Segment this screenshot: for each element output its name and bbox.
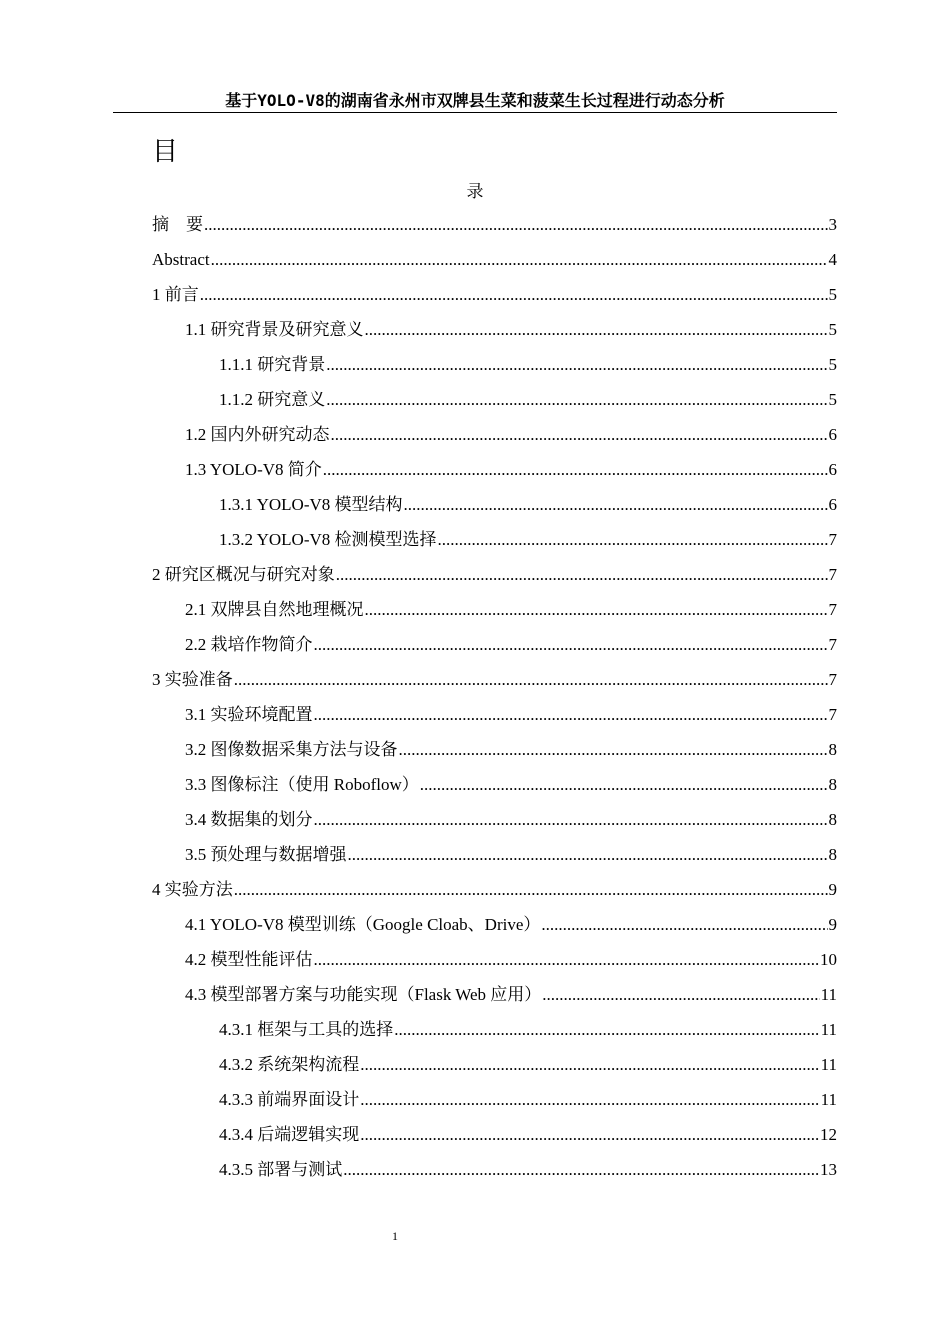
toc-entry-title: 4.1 YOLO-V8 模型训练（Google Cloab、Drive） — [185, 915, 541, 934]
toc-leader-dots — [360, 1120, 819, 1149]
toc-entry-title: 1.2 国内外研究动态 — [185, 425, 330, 444]
document-title: 基于YOLO-V8的湖南省永州市双牌县生菜和菠菜生长过程进行动态分析 — [225, 91, 725, 110]
toc-entry-page: 5 — [828, 285, 837, 304]
toc-entry-page: 7 — [828, 530, 837, 549]
toc-entry[interactable] — [152, 1015, 837, 1050]
toc-leader-dots — [360, 1085, 819, 1114]
toc-entry-title: 4.3 模型部署方案与功能实现（Flask Web 应用） — [185, 985, 542, 1004]
toc-leader-dots — [200, 280, 828, 309]
toc-entry[interactable] — [152, 700, 837, 735]
toc-entry-page: 11 — [820, 1090, 837, 1109]
toc-entry-page: 5 — [828, 355, 837, 374]
toc-entry-page: 7 — [828, 670, 837, 689]
table-of-contents — [152, 210, 837, 1190]
toc-entry[interactable] — [152, 455, 837, 490]
toc-entry[interactable] — [152, 385, 837, 420]
toc-entry[interactable] — [152, 350, 837, 385]
toc-entry[interactable] — [152, 420, 837, 455]
toc-entry-title: 3.5 预处理与数据增强 — [185, 845, 347, 864]
toc-entry-title: 摘 要 — [152, 215, 203, 234]
toc-leader-dots — [234, 875, 828, 904]
toc-leader-dots — [438, 525, 828, 554]
toc-entry-page: 7 — [828, 635, 837, 654]
toc-leader-dots — [314, 945, 820, 974]
toc-entry[interactable] — [152, 630, 837, 665]
toc-leader-dots — [542, 980, 819, 1009]
toc-entry[interactable] — [152, 770, 837, 805]
toc-entry[interactable] — [152, 1155, 837, 1190]
toc-heading-first-char: 目 — [152, 137, 179, 167]
toc-entry-page: 9 — [828, 915, 837, 934]
toc-heading-second-char: 录 — [466, 182, 484, 202]
toc-entry[interactable] — [152, 245, 837, 280]
toc-entry[interactable] — [152, 525, 837, 560]
toc-entry-title: 1 前言 — [152, 285, 199, 304]
toc-leader-dots — [234, 665, 828, 694]
toc-entry[interactable] — [152, 875, 837, 910]
toc-leader-dots — [404, 490, 828, 519]
toc-leader-dots — [336, 560, 828, 589]
toc-entry[interactable] — [152, 315, 837, 350]
toc-leader-dots — [314, 805, 828, 834]
toc-entry-title: 4.3.2 系统架构流程 — [219, 1055, 360, 1074]
toc-entry-page: 3 — [828, 215, 837, 234]
toc-entry-page: 7 — [828, 705, 837, 724]
toc-entry-title: 3.2 图像数据采集方法与设备 — [185, 740, 398, 759]
toc-leader-dots — [365, 595, 828, 624]
toc-entry-title: 1.1 研究背景及研究意义 — [185, 320, 364, 339]
toc-entry[interactable] — [152, 280, 837, 315]
toc-entry[interactable] — [152, 735, 837, 770]
toc-entry-page: 8 — [828, 775, 837, 794]
toc-entry-title: 1.3 YOLO-V8 简介 — [185, 460, 322, 479]
toc-leader-dots — [314, 630, 828, 659]
toc-entry-title: 3.1 实验环境配置 — [185, 705, 313, 724]
toc-leader-dots — [343, 1155, 819, 1184]
toc-entry-page: 11 — [820, 1020, 837, 1039]
toc-leader-dots — [204, 210, 828, 239]
toc-leader-dots — [323, 455, 828, 484]
toc-entry[interactable] — [152, 1120, 837, 1155]
toc-entry-title: 2.1 双牌县自然地理概况 — [185, 600, 364, 619]
toc-leader-dots — [326, 350, 827, 379]
toc-entry-title: 2 研究区概况与研究对象 — [152, 565, 335, 584]
toc-entry-page: 12 — [820, 1125, 837, 1144]
toc-leader-dots — [314, 700, 828, 729]
toc-leader-dots — [211, 245, 828, 274]
toc-entry[interactable] — [152, 210, 837, 245]
toc-entry-page: 10 — [820, 950, 837, 969]
page-number: 1 — [392, 1229, 398, 1243]
toc-entry-page: 7 — [828, 565, 837, 584]
toc-entry[interactable] — [152, 560, 837, 595]
toc-entry-title: 3.3 图像标注（使用 Roboflow） — [185, 775, 419, 794]
toc-entry-title: 1.3.1 YOLO-V8 模型结构 — [219, 495, 403, 514]
toc-entry-title: 1.3.2 YOLO-V8 检测模型选择 — [219, 530, 437, 549]
toc-entry-page: 5 — [828, 390, 837, 409]
toc-entry-title: 4.2 模型性能评估 — [185, 950, 313, 969]
toc-leader-dots — [365, 315, 828, 344]
toc-entry-title: 4.3.5 部署与测试 — [219, 1160, 343, 1179]
toc-entry-page: 7 — [828, 600, 837, 619]
toc-entry[interactable] — [152, 595, 837, 630]
toc-leader-dots — [326, 385, 827, 414]
toc-entry-page: 6 — [828, 460, 837, 479]
toc-entry-page: 4 — [828, 250, 837, 269]
toc-leader-dots — [348, 840, 828, 869]
toc-entry-title: 4.3.1 框架与工具的选择 — [219, 1020, 394, 1039]
toc-entry[interactable] — [152, 665, 837, 700]
toc-entry[interactable] — [152, 980, 837, 1015]
toc-entry-title: Abstract — [152, 250, 210, 269]
toc-entry[interactable] — [152, 945, 837, 980]
toc-entry[interactable] — [152, 1050, 837, 1085]
toc-entry-title: 4.3.3 前端界面设计 — [219, 1090, 360, 1109]
toc-entry-page: 5 — [828, 320, 837, 339]
toc-leader-dots — [360, 1050, 819, 1079]
toc-entry-page: 9 — [828, 880, 837, 899]
toc-entry-title: 4 实验方法 — [152, 880, 233, 899]
toc-entry-page: 6 — [828, 425, 837, 444]
toc-entry[interactable] — [152, 840, 837, 875]
toc-entry-page: 11 — [820, 985, 837, 1004]
toc-entry-title: 2.2 栽培作物简介 — [185, 635, 313, 654]
toc-entry[interactable] — [152, 910, 837, 945]
running-header — [113, 90, 837, 113]
toc-leader-dots — [399, 735, 828, 764]
toc-entry[interactable] — [152, 490, 837, 525]
toc-entry-title: 1.1.2 研究意义 — [219, 390, 326, 409]
toc-entry-page: 8 — [828, 740, 837, 759]
toc-entry[interactable] — [152, 805, 837, 840]
toc-leader-dots — [541, 910, 827, 939]
toc-leader-dots — [331, 420, 828, 449]
toc-leader-dots — [420, 770, 828, 799]
toc-entry-title: 3 实验准备 — [152, 670, 233, 689]
toc-entry-page: 11 — [820, 1055, 837, 1074]
toc-entry-title: 3.4 数据集的划分 — [185, 810, 313, 829]
toc-entry-page: 6 — [828, 495, 837, 514]
toc-entry-title: 4.3.4 后端逻辑实现 — [219, 1125, 360, 1144]
toc-entry-page: 8 — [828, 810, 837, 829]
toc-entry-page: 8 — [828, 845, 837, 864]
toc-entry[interactable] — [152, 1085, 837, 1120]
toc-entry-page: 13 — [820, 1160, 837, 1179]
toc-leader-dots — [394, 1015, 819, 1044]
toc-entry-title: 1.1.1 研究背景 — [219, 355, 326, 374]
